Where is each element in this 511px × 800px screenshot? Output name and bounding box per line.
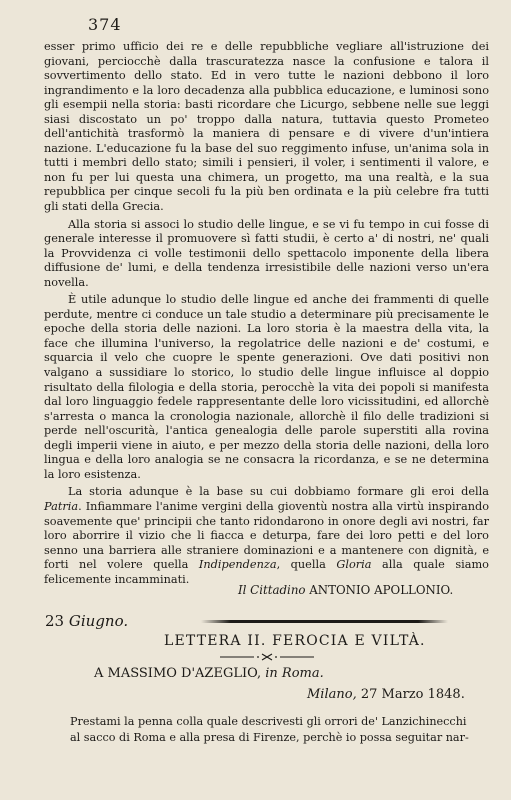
letter-place-date xyxy=(307,687,465,702)
letter-title: LETTERA II. FEROCIA E VILTÀ. xyxy=(164,633,426,649)
letter-addressee xyxy=(94,666,324,681)
paragraph-4-text-a: La storia adunque è la base su cui dobbiamo formare gli eroi della xyxy=(68,485,489,499)
indipendenza-word: Indipendenza xyxy=(198,558,277,572)
entry-month: Giugno. xyxy=(68,612,129,630)
signature-role: Il Cittadino xyxy=(238,583,306,597)
letter-opening-line-2: al sacco di Roma e alla presa di Firenze, perchè io possa seguitar nar- xyxy=(70,731,469,744)
entry-day: 23 xyxy=(45,612,65,630)
page-number: 374 xyxy=(88,15,122,34)
section-divider-rule xyxy=(201,620,448,623)
letter-opening-line-1: Prestami la penna colla quale descrivesti gli orrori de' Lanzichinecchi xyxy=(70,715,467,728)
paragraph-3 xyxy=(44,293,489,482)
article-signature xyxy=(238,583,453,597)
paragraph-1-text: esser primo ufficio dei re e delle repubbliche vegliare all'istruzione dei giovani, perciocchè dalla trascuratezza nasce la confusione e talora il sovvertimento dello stato. Ed in vero tutte le nazioni debbono il loro ingrandimento e la loro decadenza alla pubblica educazione, e luminosi sono gli esempii nella storia: basti ricordare che Licurgo, sebbene nelle sue leggi siasi discostato un po' troppo dalla natura, tuttavia questo Prometeo dell'antichità trasformò la maniera di pensare e di vivere d'un'intiera nazione. L'educazione fu la base del suo reggimento infuse, un'anima sola in tutti i membri dello stato; simili i pensieri, il voler, i sentimenti il valore, e non fu per lui questa una chimera, un progetto, ma una realtà, e la sua repubblica per cinque secoli fu la più ben ordinata e la più celebre fra tutti gli stati della Grecia. xyxy=(44,40,489,214)
article-body xyxy=(44,40,489,587)
paragraph-4-text-c: , quella xyxy=(276,558,337,572)
paragraph-2 xyxy=(44,218,489,291)
addressee-name: A MASSIMO D'AZEGLIO, xyxy=(94,666,266,681)
letter-city: Milano, xyxy=(307,687,357,702)
paragraph-4 xyxy=(44,485,489,587)
paragraph-2-text: Alla storia si associ lo studio delle lingue, e se vi fu tempo in cui fosse di generale interesse il promuovere sì fatti studii, è certo a' di nostri, ne' quali la Provvidenza ci volle testimonii dello spettacolo imponente della libera diffusione de' lumi, e della tendenza irresistibile delle nazioni verso un'era novella. xyxy=(44,217,489,289)
signature-name: ANTONIO APOLLONIO. xyxy=(309,583,454,597)
entry-date xyxy=(45,612,128,630)
letter-opening-text xyxy=(44,714,489,746)
patria-word: Patria xyxy=(44,499,79,513)
addressee-place: in Roma. xyxy=(265,666,324,681)
gloria-word: Gloria xyxy=(336,558,372,572)
paragraph-3-text: È utile adunque lo studio delle lingue ed anche dei frammenti di quelle perdute, mentre ci conduce un tale studio a determinare più precisamente le epoche della storia delle nazioni. La loro storia è la maestra della vita, la face che illumina l'universo, la regolatrice delle nazioni e de' costumi, e squarcia il velo che cuopre le spente generazioni. Ove dati positivi non valgano a sussidiare lo storico, lo studio delle lingue influisce al doppio risultato della filologia e della storia, perocchè la vita dei popoli si manifesta dal loro linguaggio fedele rappresentante delle loro vicissitudini, ed allorchè s'arresta o manca la cronologia nazionale, allorchè il filo delle tradizioni si perde nell'oscurità, l'antica genealogia delle parole superstiti alla rovina degli imperii viene in aiuto, e per mezzo della storia delle nazioni, della loro lingua e della loro analogia se ne consacra la ricordanza, e se ne determina la loro esistenza. xyxy=(44,293,489,481)
entry-date-line xyxy=(45,612,491,628)
paragraph-4-text-d: alla quale siamo felicemente incamminati. xyxy=(44,558,489,586)
paragraph-4-text-b: . Infiammare l'anime vergini della gioventù nostra alla virtù inspirando soavemente que' principii che tanto ridondarono in onore degli avi nostri, far loro aborrire il vizio che li fiacca e deturpa, fare dei loro petti e del loro senno una barriera alle straniere dominazioni e a mantenere con dignità, e forti nel volere quella xyxy=(44,499,489,572)
crossed-rule-ornament-icon xyxy=(220,653,314,661)
letter-opening-paragraph xyxy=(44,714,489,746)
paragraph-1 xyxy=(44,40,489,215)
letter-date: 27 Marzo 1848. xyxy=(356,687,465,702)
